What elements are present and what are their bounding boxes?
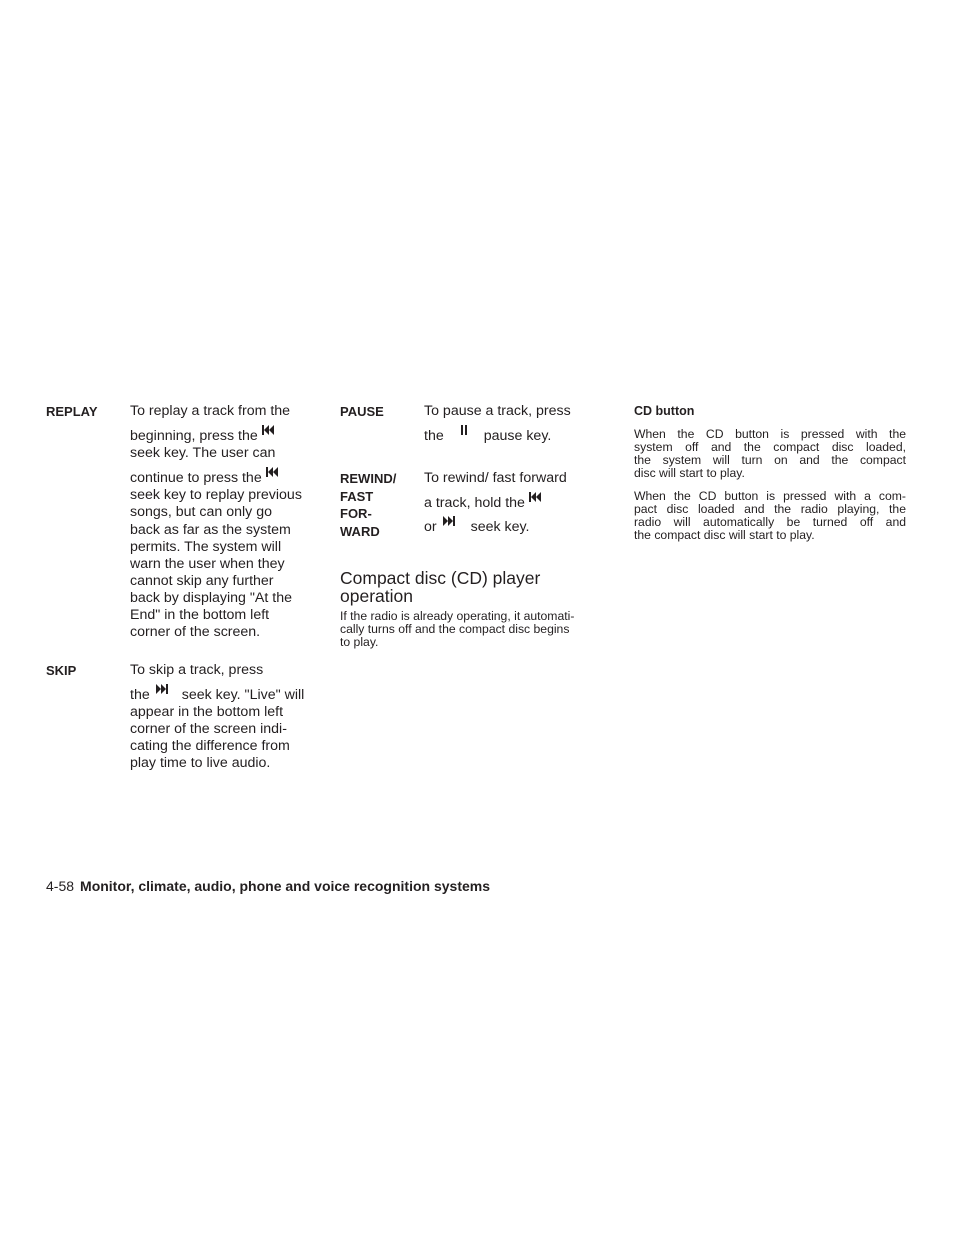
text-line: seek key. "Live" will <box>181 687 305 704</box>
text-line: a track, hold the <box>424 495 525 512</box>
text-line: cally turns off and the compact disc begins <box>340 622 570 636</box>
text-line: the <box>424 428 444 445</box>
text-line: back as far as the system <box>130 521 291 538</box>
text-line: If the radio is already operating, it automati- <box>340 609 575 623</box>
text-line: disc will start to play. <box>634 466 745 480</box>
text-line: When the CD button is pressed with the <box>634 427 906 441</box>
term-line: FOR- <box>340 506 372 521</box>
text-line: seek key to replay previous <box>130 487 302 504</box>
page-footer <box>46 878 490 894</box>
cd-button-paragraph-1 <box>634 428 906 480</box>
text-line: cannot skip any further <box>130 572 274 589</box>
text-line: or <box>424 519 437 536</box>
section-title: Monitor, climate, audio, phone and voice recognition systems <box>80 878 490 894</box>
text-line: seek key. The user can <box>130 445 276 462</box>
text-line: continue to press the <box>130 470 262 487</box>
text-line: pause key. <box>483 428 552 445</box>
skip-term: SKIP <box>46 663 77 678</box>
section-intro <box>340 610 614 649</box>
pause-term: PAUSE <box>340 404 384 419</box>
text-line: beginning, press the <box>130 428 258 445</box>
seek-next-icon <box>443 516 455 526</box>
text-line: When the CD button is pressed with a com- <box>634 489 906 503</box>
pause-icon <box>458 425 470 435</box>
replay-term: REPLAY <box>46 404 98 419</box>
text-line: songs, but can only go <box>130 504 272 521</box>
text-line: End" in the bottom left <box>130 607 270 624</box>
text-line: appear in the bottom left <box>130 704 284 721</box>
text-line: corner of the screen indi- <box>130 721 287 738</box>
heading-line: Compact disc (CD) player <box>340 568 541 588</box>
seek-previous-icon <box>266 467 278 477</box>
seek-previous-icon <box>529 492 541 502</box>
text-line: the system will turn on and the compact <box>634 453 906 467</box>
text-line: corner of the screen. <box>130 624 261 641</box>
text-line: To replay a track from the <box>130 403 291 419</box>
term-line: WARD <box>340 523 380 539</box>
term-line: REWIND/ <box>340 471 397 486</box>
text-line: To rewind/ fast forward <box>424 470 567 486</box>
pause-definition <box>424 403 599 445</box>
text-line: warn the user when they <box>130 555 285 572</box>
replay-definition <box>130 403 320 641</box>
text-line: seek key. <box>470 519 530 536</box>
text-line: to play. <box>340 635 379 649</box>
text-line: back by displaying "At the <box>130 589 292 606</box>
term-line: FAST <box>340 488 374 504</box>
text-line: system off and the compact disc loaded, <box>634 440 906 454</box>
text-line: radio will automatically be turned off and <box>634 515 906 529</box>
text-line: To skip a track, press <box>130 662 264 678</box>
text-line: play time to live audio. <box>130 755 271 772</box>
text-line: the compact disc will start to play. <box>634 528 815 542</box>
seek-previous-icon <box>262 425 274 435</box>
text-line: the <box>130 687 150 704</box>
text-line: cating the difference from <box>130 738 290 755</box>
text-line: To pause a track, press <box>424 403 571 419</box>
rewind-term <box>340 470 396 540</box>
section-heading <box>340 569 540 605</box>
seek-next-icon <box>156 684 168 694</box>
cd-button-heading: CD button <box>634 404 695 418</box>
text-line: pact disc loaded and the radio playing, the <box>634 502 906 516</box>
rewind-definition <box>424 470 599 536</box>
skip-definition <box>130 662 325 773</box>
text-line: permits. The system will <box>130 538 282 555</box>
page-number: 4-58 <box>46 878 75 894</box>
cd-button-paragraph-2 <box>634 490 906 542</box>
heading-line: operation <box>340 586 413 606</box>
